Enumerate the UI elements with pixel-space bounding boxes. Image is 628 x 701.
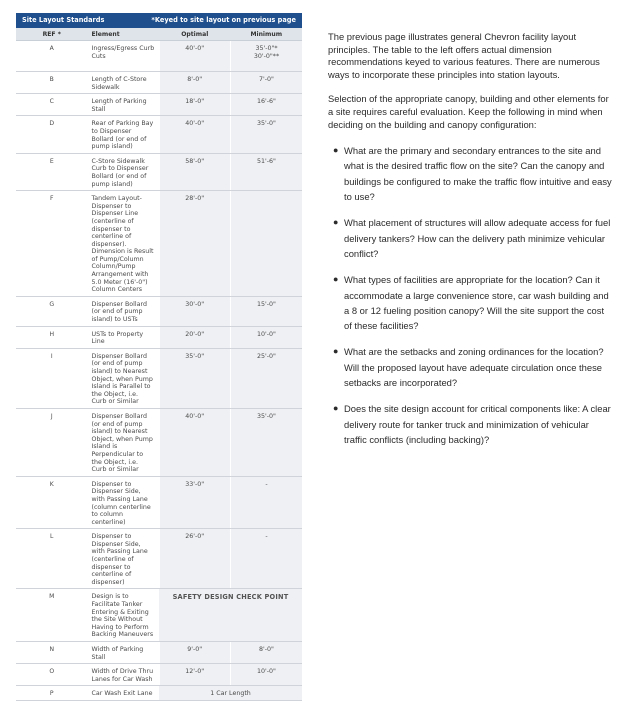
header-minimum: Minimum (231, 28, 303, 41)
row-element: Design is to Facilitate Tanker Entering & Exiting the Site Without Having to Perform Backing Maneuvers (88, 589, 160, 642)
bullet-icon: ● (333, 346, 339, 357)
table-row (16, 476, 302, 529)
row-minimum (231, 476, 303, 529)
table-note: *Keyed to site layout on previous page (151, 16, 296, 24)
row-ref: N (16, 642, 88, 664)
row-optimal: 8'-0" (159, 72, 231, 94)
row-optimal: 33'-0" (159, 476, 231, 529)
header-ref: REF * (16, 28, 88, 41)
row-ref: E (16, 153, 88, 190)
row-ref: K (16, 476, 88, 529)
row-ref: C (16, 94, 88, 116)
row-minimum (231, 326, 303, 348)
row-element: Dispenser Bollard (or end of pump island) to USTs (88, 296, 160, 326)
table-row (16, 326, 302, 348)
table-row (16, 664, 302, 686)
row-minimum-value: 25'-0" (257, 352, 276, 360)
row-minimum (231, 94, 303, 116)
row-minimum (231, 72, 303, 94)
table-title-bar (16, 13, 302, 28)
row-minimum (231, 529, 303, 589)
table-row (16, 686, 302, 701)
list-item: ● What are the primary and secondary entrances to the site and what is the desired traffic flow on the site? Can the canopy and buildings be configured to make the traffic flow intuitive and easy to use? (333, 145, 612, 203)
header-element: Element (88, 28, 160, 41)
list-item: ● What are the setbacks and zoning ordinances for the location? Will the proposed layout have adequate circulation once these setbacks are incorporated? (333, 346, 604, 389)
row-optimal: 9'-0" (159, 642, 231, 664)
table-row (16, 589, 302, 642)
list-item: ● What types of facilities are appropriate for the location? Can it accommodate a large convenience store, car wash building and a 8 or 12 fueling position canopy? Will the site support the cost of these facilities? (333, 274, 609, 332)
row-minimum (231, 153, 303, 190)
row-minimum-value: 15'-0" (257, 300, 276, 308)
row-optimal: 12'-0" (159, 664, 231, 686)
row-element: Car Wash Exit Lane (88, 686, 160, 701)
row-ref: F (16, 191, 88, 297)
table-row (16, 41, 302, 72)
row-ref: B (16, 72, 88, 94)
row-minimum-value: 7'-0" (259, 76, 274, 83)
row-minimum-value: 8'-0" (259, 646, 274, 653)
row-element: USTs to Property Line (88, 326, 160, 348)
row-minimum-value: - (265, 480, 268, 488)
row-merged-value: 1 Car Length (159, 686, 302, 701)
table-row (16, 94, 302, 116)
row-element: Dispenser Bollard (or end of pump island) to Nearest Object, when Pump Island is Parallel to the Object, i.e. Curb or Similar (88, 348, 160, 408)
table-row (16, 529, 302, 589)
row-element: Rear of Parking Bay to Dispenser Bollard (or end of pump island) (88, 116, 160, 153)
row-minimum (231, 296, 303, 326)
bullet-icon: ● (333, 145, 339, 156)
row-optimal: 18'-0" (159, 94, 231, 116)
row-ref: J (16, 408, 88, 476)
row-element: Width of Drive Thru Lanes for Car Wash (88, 664, 160, 686)
header-optimal: Optimal (159, 28, 231, 41)
table-row (16, 348, 302, 408)
bullet-icon: ● (333, 403, 339, 414)
row-merged-value: SAFETY DESIGN CHECK POINT (159, 589, 302, 642)
row-ref: L (16, 529, 88, 589)
row-optimal: 58'-0" (159, 153, 231, 190)
row-element: Tandem Layout-Dispenser to Dispenser Line (centerline of dispenser to centerline of dispenser). Dimension is Result of Pump/Column Column/Pump Arrangement with 5.0 Meter (16'-0") Column Centers (88, 191, 160, 297)
row-element: Dispenser Bollard (or end of pump island) to Nearest Object, when Pump Island is Perpendicular to the Object, i.e. Curb or Similar (88, 408, 160, 476)
selection-paragraph: Selection of the appropriate canopy, building and other elements for a site requires careful evaluation. Keep the following in mind when deciding on the building and canopy configuration: (328, 93, 609, 130)
row-ref: D (16, 116, 88, 153)
row-element: Dispenser to Dispenser Side, with Passing Lane (centerline of dispenser to centerline of dispenser) (88, 529, 160, 589)
bullet-icon: ● (333, 217, 339, 228)
row-minimum-value: - (265, 533, 268, 541)
row-ref: O (16, 664, 88, 686)
table-column-headers (16, 28, 302, 41)
row-minimum-value: 51'-6" (257, 157, 276, 165)
list-item: ● What placement of structures will allow adequate access for fuel delivery tankers? How can the delivery path minimize vehicular conflict? (333, 217, 611, 259)
row-element: Ingress/Egress Curb Cuts (88, 41, 160, 72)
table-row (16, 296, 302, 326)
row-optimal: 30'-0" (159, 296, 231, 326)
row-optimal: 40'-0" (159, 41, 231, 72)
bullet-icon: ● (333, 274, 339, 285)
intro-paragraph: The previous page illustrates general Chevron facility layout principles. The table to the left offers actual dimension recommendations keyed to various features. There are numerous ways to incorporate these principles into station layouts. (328, 31, 600, 80)
row-ref: M (16, 589, 88, 642)
row-minimum (231, 408, 303, 476)
consideration-list (328, 143, 613, 447)
table-row (16, 153, 302, 190)
list-item: ● Does the site design account for critical components like: A clear delivery route for tanker truck and minimization of vehicular traffic conflicts (including backing)? (333, 403, 611, 445)
row-minimum (231, 348, 303, 408)
row-optimal: 20'-0" (159, 326, 231, 348)
row-ref: H (16, 326, 88, 348)
row-optimal: 40'-0" (159, 116, 231, 153)
row-minimum (231, 191, 303, 297)
row-optimal: 35'-0" (159, 348, 231, 408)
row-ref: I (16, 348, 88, 408)
table-row (16, 116, 302, 153)
table-row (16, 408, 302, 476)
row-optimal: 28'-0" (159, 191, 231, 297)
row-minimum-value: 16'-6" (257, 98, 276, 106)
row-element: Width of Parking Stall (88, 642, 160, 664)
row-minimum-value: 10'-0" (257, 330, 276, 338)
table-title: Site Layout Standards (22, 16, 105, 24)
row-element: Dispenser to Dispenser Side, with Passing Lane (column centerline to column centerline) (88, 476, 160, 529)
row-element: C-Store Sidewalk Curb to Dispenser Bollard (or end of pump island) (88, 153, 160, 190)
row-element: Length of C-Store Sidewalk (88, 72, 160, 94)
site-layout-standards-table (16, 13, 302, 701)
row-minimum (231, 664, 303, 686)
row-minimum-value: 10'-0" (257, 668, 276, 676)
row-minimum (231, 642, 303, 664)
row-minimum (231, 41, 303, 72)
table-row (16, 72, 302, 94)
row-minimum-value: 35'-0" (257, 120, 276, 128)
row-ref: G (16, 296, 88, 326)
body-text (328, 31, 613, 458)
row-optimal: 26'-0" (159, 529, 231, 589)
row-ref: A (16, 41, 88, 72)
row-minimum-value: 35'-0"* (255, 45, 278, 52)
table-row (16, 642, 302, 664)
row-minimum-alt-value: 30'-0"** (253, 52, 280, 60)
row-ref: P (16, 686, 88, 701)
row-minimum (231, 116, 303, 153)
row-element: Length of Parking Stall (88, 94, 160, 116)
row-minimum-value: 35'-0" (257, 412, 276, 420)
row-optimal: 40'-0" (159, 408, 231, 476)
table-row (16, 191, 302, 297)
